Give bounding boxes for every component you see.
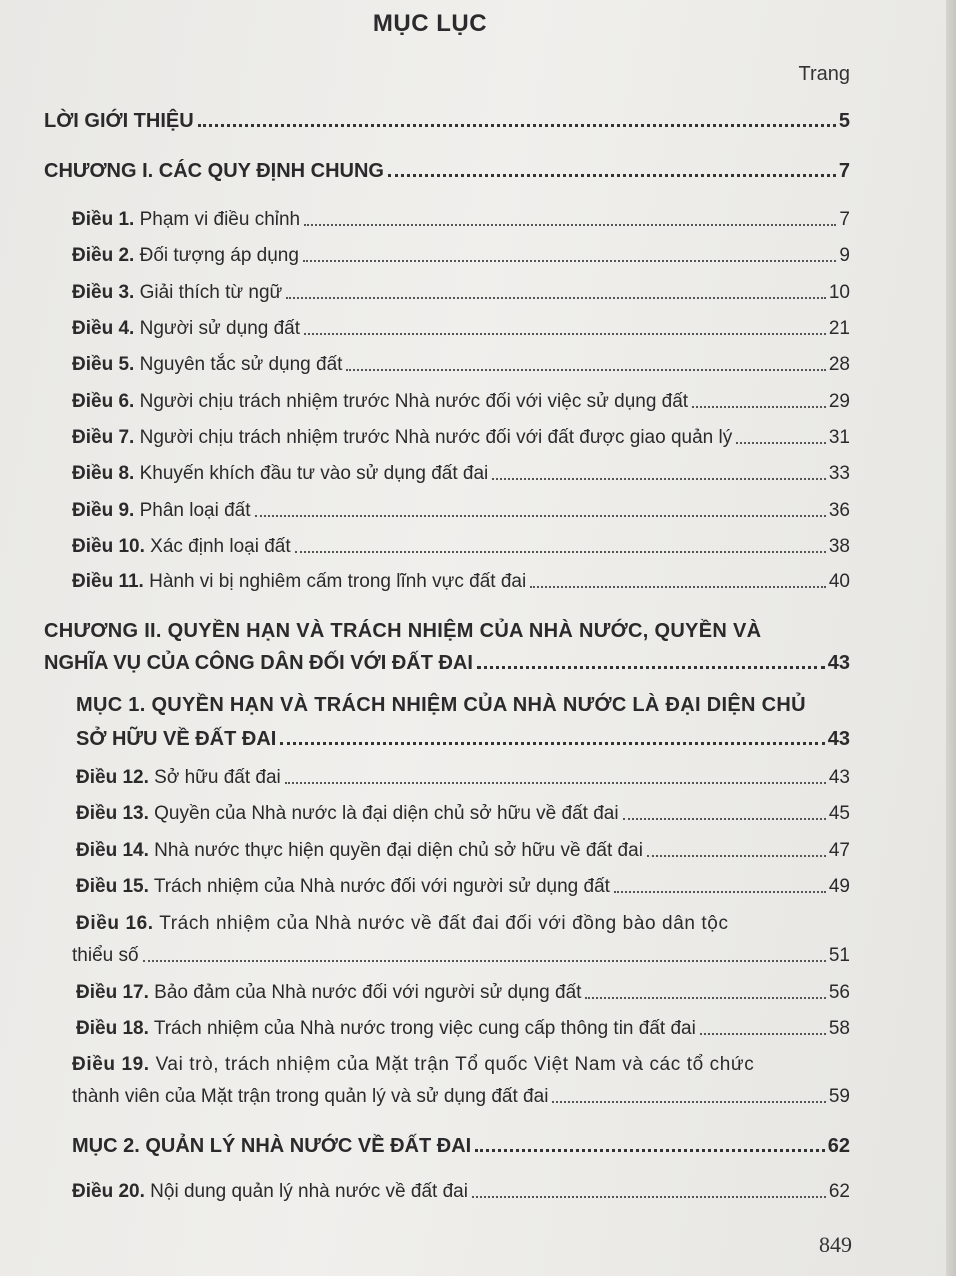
toc-entry-article-10: Điều 10. Xác định loại đất 38 [72,536,850,557]
toc-entry-article-12: Điều 12. Sở hữu đất đai 43 [76,767,850,788]
dot-leader [736,442,826,444]
toc-entry-article-19: thành viên của Mặt trận trong quản lý và sử dụng đất đai 59 [72,1086,850,1107]
dot-leader [346,369,825,371]
page-ref: 47 [828,840,850,861]
page-ref: 45 [828,803,850,824]
page-ref: 43 [827,652,850,674]
dot-leader [255,515,826,517]
dot-leader [280,742,824,745]
toc-title: MỤC LỤC [372,10,488,37]
page-edge [946,0,956,1276]
toc-entry-article-4: Điều 4. Người sử dụng đất 21 [72,318,850,339]
page-number: 849 [819,1232,852,1257]
page-ref: 33 [828,463,850,484]
article-19-title-line1: Điều 19. Vai trò, trách nhiệm của Mặt trận Tổ quốc Việt Nam và các tổ chức [72,1054,755,1075]
page-ref: 59 [828,1086,850,1107]
dot-leader [623,818,826,820]
dot-leader [614,891,826,893]
toc-entry-article-1: Điều 1. Phạm vi điều chỉnh 7 [72,209,850,230]
toc-entry-article-6: Điều 6. Người chịu trách nhiệm trước Nhà nước đối với việc sử dụng đất 29 [72,391,850,412]
page-ref: 62 [827,1135,850,1157]
page-column-header: Trang [798,63,850,85]
dot-leader [492,478,826,480]
toc-entry-article-2: Điều 2. Đối tượng áp dụng 9 [72,245,850,266]
page-ref: 58 [828,1018,850,1039]
page-ref: 7 [838,160,850,182]
dot-leader [143,960,826,962]
dot-leader [388,174,836,177]
toc-entry-article-5: Điều 5. Nguyên tắc sử dụng đất 28 [72,354,850,375]
dot-leader [552,1101,825,1103]
page-ref: 28 [828,354,850,375]
toc-entry-article-18: Điều 18. Trách nhiệm của Nhà nước trong việc cung cấp thông tin đất đai 58 [76,1018,850,1039]
page-ref: 36 [828,500,850,521]
article-16-title-line1: Điều 16. Trách nhiệm của Nhà nước về đất đai đối với đồng bào dân tộc [76,913,729,934]
dot-leader [472,1196,826,1198]
toc-entry-article-7: Điều 7. Người chịu trách nhiệm trước Nhà nước đối với đất được giao quản lý 31 [72,427,850,448]
page-ref: 38 [828,536,850,557]
dot-leader [198,124,836,127]
toc-entry-chapter-1: CHƯƠNG I. CÁC QUY ĐỊNH CHUNG 7 [44,160,850,182]
toc-entry-article-13: Điều 13. Quyền của Nhà nước là đại diện chủ sở hữu về đất đai 45 [76,803,850,824]
toc-entry-article-16: thiểu số 51 [72,945,850,966]
page-ref: 43 [827,728,850,750]
dot-leader [285,782,826,784]
section-1-title-line1: MỤC 1. QUYỀN HẠN VÀ TRÁCH NHIỆM CỦA NHÀ NƯỚC LÀ ĐẠI DIỆN CHỦ [76,694,806,716]
dot-leader [647,855,826,857]
toc-entry-article-15: Điều 15. Trách nhiệm của Nhà nước đối với người sử dụng đất 49 [76,876,850,897]
page-ref: 10 [828,282,850,303]
toc-entry-chapter-2: NGHĨA VỤ CỦA CÔNG DÂN ĐỐI VỚI ĐẤT ĐAI 43 [44,652,850,674]
page-ref: 62 [828,1181,850,1202]
dot-leader [304,224,836,226]
toc-entry-article-14: Điều 14. Nhà nước thực hiện quyền đại diện chủ sở hữu về đất đai 47 [76,840,850,861]
page-ref: 5 [838,110,850,132]
dot-leader [303,260,836,262]
page-ref: 56 [828,982,850,1003]
page-ref: 9 [839,245,850,266]
dot-leader [585,997,825,999]
page-ref: 29 [828,391,850,412]
toc-entry-section-1: SỞ HỮU VỀ ĐẤT ĐAI 43 [76,728,850,750]
page-ref: 40 [828,571,850,592]
page-ref: 43 [828,767,850,788]
toc-entry-article-20: Điều 20. Nội dung quản lý nhà nước về đất đai 62 [72,1181,850,1202]
dot-leader [477,666,825,669]
page-ref: 21 [828,318,850,339]
dot-leader [530,586,826,588]
toc-entry-article-3: Điều 3. Giải thích từ ngữ 10 [72,282,850,303]
page-ref: 49 [828,876,850,897]
page-ref: 51 [828,945,850,966]
toc-entry-article-9: Điều 9. Phân loại đất 36 [72,500,850,521]
dot-leader [692,406,826,408]
page-ref: 31 [828,427,850,448]
dot-leader [295,551,826,553]
toc-entry-section-2: MỤC 2. QUẢN LÝ NHÀ NƯỚC VỀ ĐẤT ĐAI 62 [72,1135,850,1157]
toc-entry-article-11: Điều 11. Hành vi bị nghiêm cấm trong lĩnh vực đất đai 40 [72,571,850,592]
chapter-2-title-line1: CHƯƠNG II. QUYỀN HẠN VÀ TRÁCH NHIỆM CỦA NHÀ NƯỚC, QUYỀN VÀ [44,620,762,642]
dot-leader [700,1033,826,1035]
dot-leader [286,297,826,299]
toc-entry-article-17: Điều 17. Bảo đảm của Nhà nước đối với người sử dụng đất 56 [76,982,850,1003]
dot-leader [304,333,826,335]
toc-entry-introduction: LỜI GIỚI THIỆU 5 [44,110,850,132]
toc-entry-article-8: Điều 8. Khuyến khích đầu tư vào sử dụng đất đai 33 [72,463,850,484]
page-ref: 7 [839,209,850,230]
dot-leader [475,1149,825,1152]
